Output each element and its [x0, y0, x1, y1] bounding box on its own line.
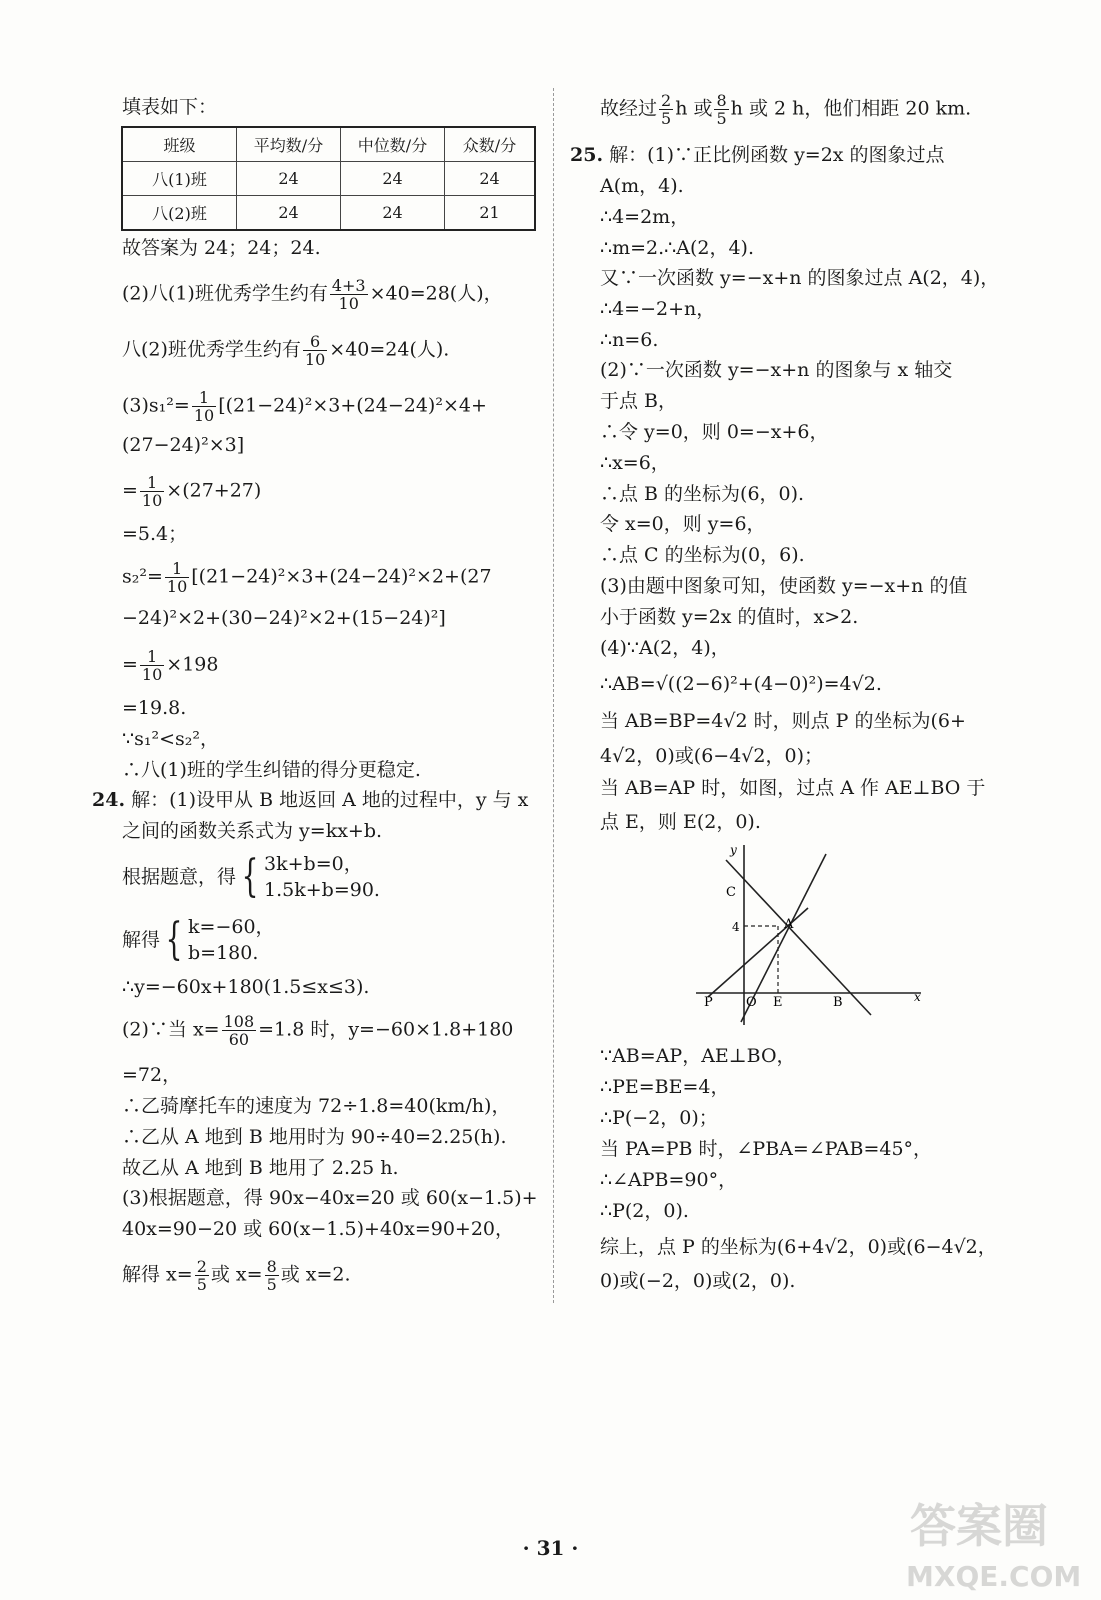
fraction-denominator: 5	[196, 1275, 207, 1294]
y-axis-label: y	[730, 843, 737, 857]
fraction-numerator: 2	[196, 1257, 207, 1276]
right-line: ∴4=−2+n，	[600, 298, 716, 320]
question-24-line8: (3)根据题意，得 90x−40x=20 或 60(x−1.5)+	[122, 1187, 538, 1209]
right-line: (2)∵一次函数 y=−x+n 的图象与 x 轴交	[600, 359, 953, 381]
right-line: ∴PE=BE=4，	[600, 1076, 730, 1098]
table-header-row	[122, 127, 535, 162]
table-cell: 24	[341, 196, 445, 231]
fraction	[659, 92, 673, 127]
text-span: (3)s₁²=	[122, 394, 190, 417]
fraction-numerator: 8	[716, 91, 727, 110]
text-span: ×40=28(人)，	[369, 282, 503, 305]
question-24-part2	[122, 1013, 513, 1048]
watermark-title: 答案圈	[910, 1499, 1048, 1553]
right-line: (3)由题中图象可知，使函数 y=−x+n 的值	[600, 575, 968, 597]
question-24-line1	[92, 788, 528, 812]
fraction-denominator: 60	[228, 1030, 250, 1049]
table-cell: 24	[341, 162, 445, 196]
part2-line2	[122, 333, 449, 368]
fraction	[330, 277, 368, 312]
point-p-label: P	[704, 995, 713, 1010]
line-cb	[726, 860, 871, 1015]
text-span: ×40=24(人).	[329, 338, 450, 361]
text-span: 解得	[122, 929, 161, 951]
text-span: h 或	[675, 97, 713, 120]
score-table	[121, 126, 536, 231]
text-span: 八(2)班优秀学生约有	[122, 338, 301, 361]
right-line: ∵AB=AP，AE⊥BO，	[600, 1045, 796, 1067]
fraction-denominator: 10	[141, 491, 163, 510]
right-line: ∴m=2.∴A(2，4).	[600, 237, 755, 259]
question-24-line3: ∴y=−60x+180(1.5≤x≤3).	[122, 976, 370, 998]
fraction-denominator: 10	[304, 350, 326, 369]
right-line: 令 x=0，则 y=6，	[600, 513, 766, 535]
table-row	[122, 196, 535, 231]
text-span: =	[122, 653, 138, 676]
system-lines	[264, 851, 380, 903]
fraction	[265, 1258, 279, 1293]
fraction-numerator: 8	[266, 1257, 277, 1276]
watermark-logo	[900, 1490, 1090, 1595]
column-divider	[553, 88, 554, 1303]
fraction	[303, 333, 327, 368]
part2-line1	[122, 277, 503, 312]
part3-line3	[122, 474, 261, 509]
right-line: ∴令 y=0，则 0=−x+6，	[600, 421, 829, 443]
fraction-denominator: 10	[193, 406, 215, 425]
part3-conclusion: ∴八(1)班的学生纠错的得分更稳定.	[122, 759, 421, 781]
question-number: 25.	[570, 144, 604, 166]
fraction-denominator: 5	[661, 109, 672, 128]
right-line: ∴x=6，	[600, 452, 670, 474]
text-span: (2)∵当 x=	[122, 1018, 220, 1041]
part3-line9: ∵s₁²<s₂²，	[122, 728, 219, 750]
text-span: [(21−24)²×3+(24−24)²×2+(27	[191, 565, 492, 588]
fraction-numerator: 1	[192, 389, 216, 407]
right-line: ∴4=2m，	[600, 206, 690, 228]
right-line: ∴点 B 的坐标为(6，0).	[600, 483, 805, 505]
fraction-numerator: 6	[303, 333, 327, 351]
question-24-line6: ∴乙从 A 地到 B 地用时为 90÷40=2.25(h).	[122, 1126, 507, 1148]
question-24-line5: ∴乙骑摩托车的速度为 72÷1.8=40(km/h)，	[122, 1095, 511, 1117]
table-cell: 24	[237, 162, 341, 196]
text-span: =	[122, 479, 138, 502]
right-line: 综上，点 P 的坐标为(6+4√2，0)或(6−4√2，	[600, 1236, 997, 1258]
right-line: 于点 B，	[600, 390, 678, 412]
fraction	[192, 389, 216, 424]
x-axis-label: x	[914, 990, 921, 1004]
right-line: 当 AB=BP=4√2 时，则点 P 的坐标为(6+	[600, 710, 966, 732]
answer-line: 故答案为 24；24；24.	[122, 237, 321, 259]
right-line: 当 PA=PB 时，∠PBA=∠PAB=45°，	[600, 1138, 933, 1160]
left-brace-icon: {	[241, 851, 259, 902]
fraction	[140, 648, 164, 683]
text-span: 解：(1)设甲从 B 地返回 A 地的过程中，y 与 x	[131, 789, 529, 811]
point-a-label: A	[784, 917, 794, 932]
text-span: 解：(1)∵正比例函数 y=2x 的图象过点	[609, 144, 945, 166]
fraction	[165, 560, 189, 595]
question-25-line1	[570, 143, 945, 167]
question-24-solution	[122, 1258, 351, 1293]
point-b-label: B	[833, 995, 843, 1010]
table-header-cell: 中位数/分	[341, 127, 445, 162]
fraction-numerator: 2	[661, 91, 672, 110]
right-line: ∴P(2，0).	[600, 1200, 689, 1222]
question-24-line7: 故乙从 A 地到 B 地用了 2.25 h.	[122, 1157, 399, 1179]
point-e-label: E	[773, 995, 783, 1010]
right-line: ∴n=6.	[600, 329, 659, 351]
right-line: 0)或(−2，0)或(2，0).	[600, 1270, 796, 1292]
table-cell: 八(2)班	[122, 196, 237, 231]
text-span: ×198	[166, 653, 219, 676]
text-span: 或 x=	[210, 1263, 263, 1286]
table-cell: 24	[237, 196, 341, 231]
fraction-denominator: 10	[166, 577, 188, 596]
equation-system-1	[122, 851, 380, 903]
right-line: 4√2，0)或(6−4√2，0)；	[600, 745, 823, 767]
fraction-numerator: 4+3	[331, 276, 366, 295]
part3-line6: −24)²×2+(30−24)²×2+(15−24)²]	[122, 607, 446, 629]
text-span: h 或 2 h，他们相距 20 km.	[730, 97, 972, 120]
system-line: b=180.	[188, 942, 259, 964]
text-span: 或 x=2.	[280, 1263, 351, 1286]
right-line-0	[600, 92, 971, 127]
table-cell: 八(1)班	[122, 162, 237, 196]
table-cell: 21	[445, 196, 536, 231]
part3-line2: (27−24)²×3]	[122, 434, 245, 456]
part3-line4: =5.4；	[122, 523, 188, 545]
part3-line5	[122, 560, 492, 595]
left-brace-icon: {	[165, 914, 183, 965]
system-line: k=−60，	[188, 916, 275, 938]
fraction-numerator: 1	[140, 474, 164, 492]
coordinate-graph	[696, 840, 936, 1030]
question-24-line9: 40x=90−20 或 60(x−1.5)+40x=90+20，	[122, 1218, 515, 1240]
text-span: 根据题意，得	[122, 866, 237, 888]
table-cell: 24	[445, 162, 536, 196]
right-line: ∴∠APB=90°，	[600, 1169, 738, 1191]
right-line: 小于函数 y=2x 的值时，x>2.	[600, 606, 859, 628]
table-header-cell: 平均数/分	[237, 127, 341, 162]
right-line: ∴AB=√((2−6)²+(4−0)²)=4√2.	[600, 673, 882, 695]
equation-system-2	[122, 914, 275, 966]
point-c-label: C	[726, 885, 736, 900]
table-intro: 填表如下：	[122, 96, 218, 118]
fraction-denominator: 5	[266, 1275, 277, 1294]
right-line: ∴P(−2，0)；	[600, 1107, 718, 1129]
page-number: · 31 ·	[522, 1536, 579, 1560]
text-span: [(21−24)²×3+(24−24)²×4+	[218, 394, 487, 417]
system-lines	[188, 914, 275, 966]
question-24-line4: =72，	[122, 1064, 182, 1086]
question-24-line2: 之间的函数关系式为 y=kx+b.	[122, 820, 383, 842]
right-line: (4)∵A(2，4)，	[600, 637, 730, 659]
right-line: ∴点 C 的坐标为(0，6).	[600, 544, 805, 566]
right-line: 点 E，则 E(2，0).	[600, 811, 761, 833]
fraction-numerator: 1	[165, 560, 189, 578]
tick-4-label: 4	[732, 920, 740, 934]
text-span: 解得 x=	[122, 1263, 193, 1286]
fraction	[714, 92, 728, 127]
table-header-cell: 班级	[122, 127, 237, 162]
text-span: ×(27+27)	[166, 479, 262, 502]
part3-line8: =19.8.	[122, 697, 187, 719]
right-line: 又∵一次函数 y=−x+n 的图象过点 A(2，4)，	[600, 267, 1000, 289]
text-span: (2)八(1)班优秀学生约有	[122, 282, 328, 305]
fraction	[195, 1258, 209, 1293]
part3-line7	[122, 648, 218, 683]
system-line: 1.5k+b=90.	[264, 879, 380, 901]
right-line: 当 AB=AP 时，如图，过点 A 作 AE⊥BO 于	[600, 777, 986, 799]
origin-label: O	[746, 995, 757, 1010]
fraction	[222, 1013, 257, 1048]
right-line: A(m，4).	[600, 175, 684, 197]
fraction-denominator: 5	[716, 109, 727, 128]
fraction	[140, 474, 164, 509]
fraction-numerator: 1	[140, 648, 164, 666]
text-span: =1.8 时，y=−60×1.8+180	[258, 1018, 514, 1041]
system-line: 3k+b=0，	[264, 853, 363, 875]
table-row	[122, 162, 535, 196]
question-number: 24.	[92, 789, 126, 811]
fraction-denominator: 10	[141, 665, 163, 684]
part3-line1	[122, 389, 487, 424]
text-span: s₂²=	[122, 565, 163, 588]
fraction-numerator: 108	[223, 1012, 255, 1031]
watermark-url: MXQE.COM	[906, 1560, 1082, 1593]
text-span: 故经过	[600, 97, 658, 120]
table-header-cell: 众数/分	[445, 127, 536, 162]
fraction-denominator: 10	[338, 294, 359, 313]
